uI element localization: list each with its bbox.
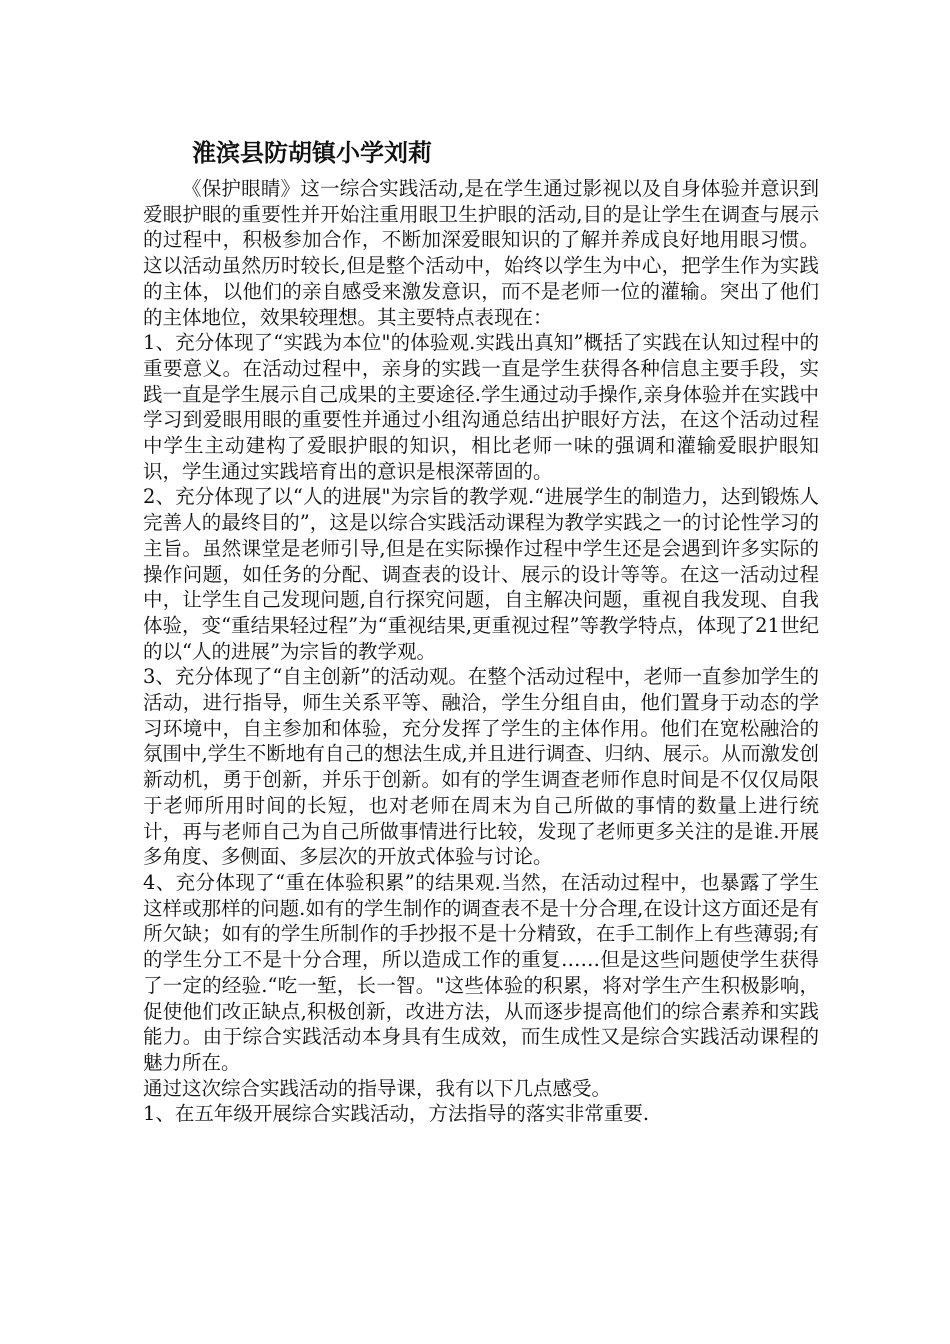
document-title: 淮滨县防胡镇小学刘莉	[192, 139, 432, 167]
reflection-point-1-paragraph: 1、在五年级开展综合实践活动，方法指导的落实非常重要.	[143, 1102, 650, 1126]
point-4-paragraph: 4、充分体现了“重在体验积累”的结果观.当然，在活动过程中，也暴露了学生这样或那样的问题.如有的学生制作的调查表不是十分合理,在设计这方面还是有所欠缺；如有的学生所制作的手抄报不是十分精致，在手工制作上有些薄弱;有的学生分工不是十分合理，所以造成工作的重复……但是这些问题使学生获得了一定的经验.“吃一堑，长一智。"这些体验的积累，将对学生产生积极影响，促使他们改正缺点,积极创新，改进方法，从而逐步提高他们的综合素养和实践能力。由于综合实践活动本身具有生成效，而生成性又是综合实践活动课程的魅力所在。	[143, 870, 819, 1074]
reflection-intro-paragraph: 通过这次综合实践活动的指导课，我有以下几点感受。	[143, 1076, 612, 1100]
intro-paragraph: 《保护眼睛》这一综合实践活动,是在学生通过影视以及自身体验并意识到爱眼护眼的重要性并开始注重用眼卫生护眼的活动,目的是让学生在调查与展示的过程中，积极参加合作，不断加深爱眼知识的了解并养成良好地用眼习惯。这以活动虽然历时较长,但是整个活动中，始终以学生为中心，把学生作为实践的主体，以他们的亲自感受来激发意识，而不是老师一位的灌输。突出了他们的主体地位，效果较理想。其主要特点表现在：	[143, 177, 819, 329]
document-body	[143, 176, 819, 1127]
point-1-paragraph: 1、充分体现了“实践为本位"的体验观.实践出真知”概括了实践在认知过程中的重要意义。在活动过程中，亲身的实践一直是学生获得各种信息主要手段，实践一直是学生展示自己成果的主要途径.学生通过动手操作,亲身体验并在实践中学习到爱眼用眼的重要性并通过小组沟通总结出护眼好方法，在这个活动过程中学生主动建构了爱眼护眼的知识，相比老师一味的强调和灌输爱眼护眼知识，学生通过实践培育出的意识是根深蒂固的。	[143, 331, 819, 483]
point-3-paragraph: 3、充分体现了“自主创新”的活动观。在整个活动过程中，老师一直参加学生的活动，进行指导，师生关系平等、融洽，学生分组自由，他们置身于动态的学习环境中，自主参加和体验，充分发挥了学生的主体作用。他们在宽松融洽的氛围中,学生不断地有自己的想法生成,并且进行调查、归纳、展示。从而激发创新动机，勇于创新，并乐于创新。如有的学生调查老师作息时间是不仅仅局限于老师所用时间的长短，也对老师在周末为自己所做的事情的数量上进行统计，再与老师自己为自己所做事情进行比较，发现了老师更多关注的是谁.开展多角度、多侧面、多层次的开放式体验与讨论。	[143, 665, 819, 869]
point-2-paragraph: 2、充分体现了以“人的进展"为宗旨的教学观.“进展学生的制造力，达到锻炼人完善人的最终目的”，这是以综合实践活动课程为教学实践之一的讨论性学习的主旨。虽然课堂是老师引导,但是在实际操作过程中学生还是会遇到许多实际的操作问题，如任务的分配、调查表的设计、展示的设计等等。在这一活动过程中，让学生自己发现问题,自行探究问题，自主解决问题，重视自我发现、自我体验，变“重结果轻过程”为“重视结果,更重视过程”等教学特点，体现了21世纪的以“人的进展”为宗旨的教学观。	[143, 485, 819, 663]
